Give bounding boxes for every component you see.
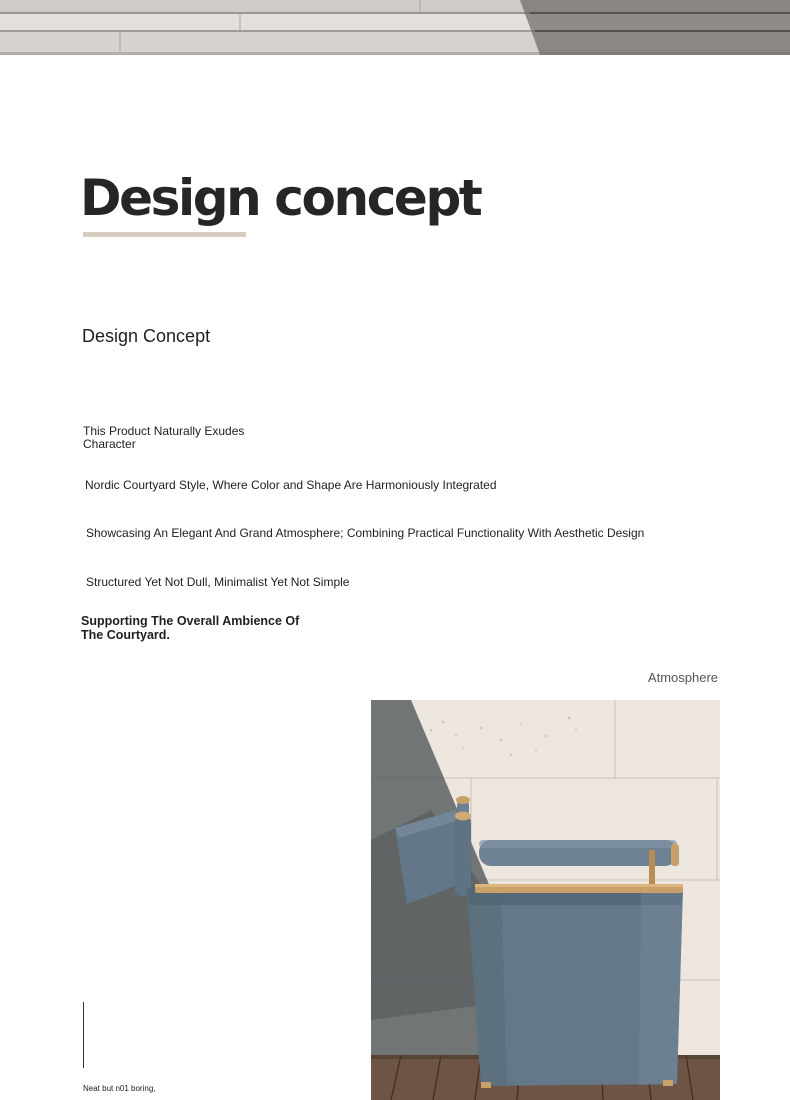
section-heading: Design Concept <box>82 326 211 346</box>
caption-text: Neat but n01 boring, <box>83 1084 156 1093</box>
paragraph-nordic-style: Nordic Courtyard Style, Where Color and Shape Are Harmoniously Integrated <box>85 478 497 492</box>
page-title: Design concept <box>80 169 481 227</box>
deck-photo-strip <box>0 0 790 55</box>
paragraph-character: This Product Naturally Exudes Character <box>83 424 245 451</box>
vertical-divider <box>83 1002 84 1068</box>
product-photo <box>371 700 720 1100</box>
deck-boards-image <box>0 0 790 55</box>
title-underline <box>83 232 246 237</box>
storage-bin-image <box>371 700 720 1100</box>
paragraph-minimalist: Structured Yet Not Dull, Minimalist Yet Not Simple <box>86 575 350 589</box>
atmosphere-label: Atmosphere <box>647 670 718 685</box>
paragraph-courtyard: Supporting The Overall Ambience Of The Courtyard. <box>81 614 300 642</box>
paragraph-atmosphere: Showcasing An Elegant And Grand Atmosphere; Combining Practical Functionality With Aesthetic Design <box>86 526 645 540</box>
